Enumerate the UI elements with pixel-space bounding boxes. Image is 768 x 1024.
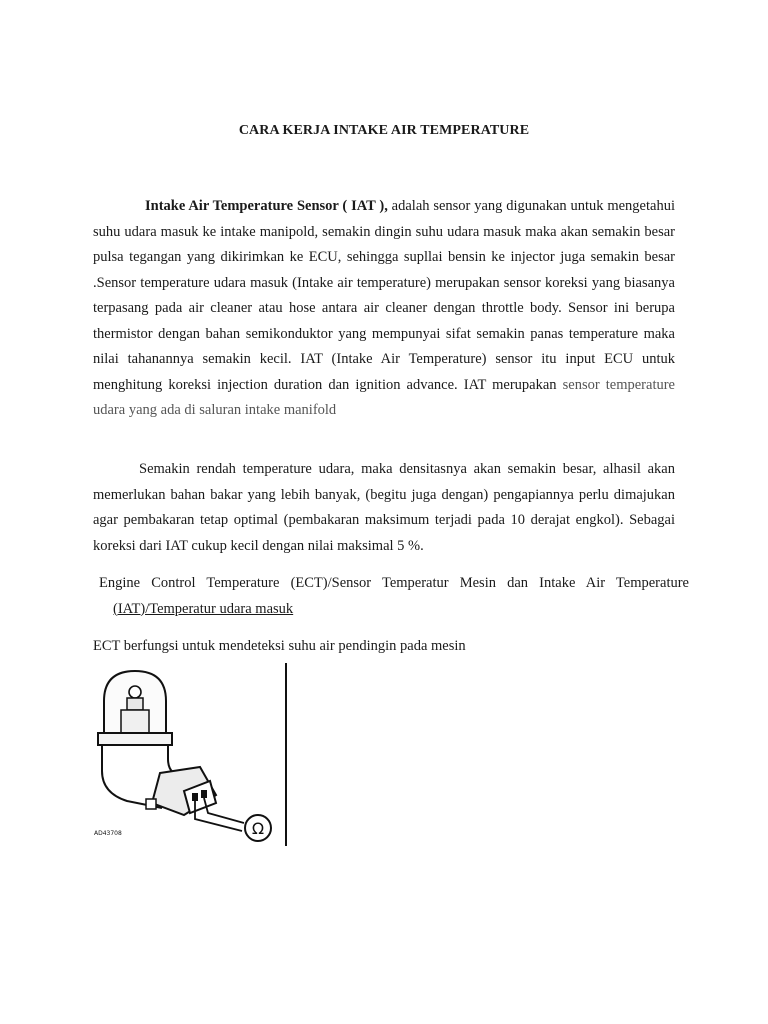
sensor-tip (129, 686, 141, 698)
ect-function-line: ECT berfungsi untuk mendeteksi suhu air pendingin pada mesin (93, 638, 466, 654)
section-heading-text: Engine Control Temperature (ECT)/Sensor Temperatur Mesin dan Intake Air Temperature (99, 575, 689, 591)
sensor-collar (98, 733, 172, 745)
iat-definition-text: adalah sensor yang digunakan untuk mengetahui suhu udara masuk ke intake manipold, semakin dingin suhu udara masuk maka akan semakin besar pulsa tegangan yang dikirimkan ke ECU, sehingga supllai bensin ke injector juga semakin besar .Sensor temperature udara masuk (Intake air temperature) merupakan sensor koreksi yang biasanya terpasang pada air cleaner atau hose antara air cleaner dengan throttle body. Sensor ini berupa thermistor dengan bahan semikonduktor yang mempunyai sifat semakin panas temperature maka nilai tahanannya semakin kecil. IAT (Intake Air Temperature) sensor itu input ECU untuk menghitung koreksi injection duration dan ignition advance. IAT merupakan (93, 198, 675, 393)
paragraph-iat-definition (93, 194, 675, 424)
figure-code-label: AD43708 (94, 830, 122, 837)
iat-lead-term: Intake Air Temperature Sensor ( IAT ), (145, 198, 388, 214)
sensor-illustration (92, 663, 288, 846)
paragraph-air-density: Semakin rendah temperature udara, maka densitasnya akan semakin besar, alhasil akan memerlukan bahan bakar yang lebih banyak, (begitu juga dengan) pengapiannya perlu dimajukan agar pembakaran tetap optimal (pembakaran maksimum terjadi pada 10 derajat engkol). Sebagai koreksi dari IAT cukup kecil dengan nilai maksimal 5 %. (93, 461, 675, 554)
sensor-drawing (92, 663, 288, 846)
sensor-stem-top (127, 698, 143, 710)
document-title: CARA KERJA INTAKE AIR TEMPERATURE (238, 123, 530, 138)
section-heading-underlined: (IAT)/Temperatur udara masuk (113, 600, 294, 617)
connector-latch (146, 799, 156, 809)
pin-1 (192, 793, 198, 801)
iat-definition-tail: sensor temperature udara yang ada di saluran intake manifold (93, 376, 675, 418)
pin-2 (201, 790, 207, 798)
ohm-symbol: Ω (251, 819, 265, 838)
sensor-stem (121, 710, 149, 735)
section-heading-ect-iat (99, 571, 689, 622)
